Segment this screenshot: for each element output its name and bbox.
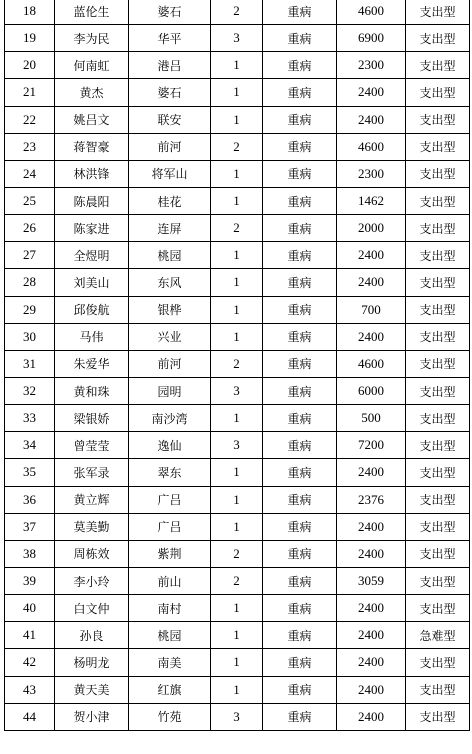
cell-category: 急难型: [406, 622, 470, 649]
cell-name: 刘美山: [55, 269, 129, 296]
cell-village: 联安: [129, 106, 211, 133]
table-row: [5, 649, 470, 676]
table-row: [5, 622, 470, 649]
cell-household-count: 2: [211, 215, 263, 242]
cell-category: 支出型: [406, 269, 470, 296]
cell-type: 重病: [263, 405, 337, 432]
cell-name: 张军录: [55, 459, 129, 486]
cell-category: 支出型: [406, 567, 470, 594]
cell-category: 支出型: [406, 296, 470, 323]
table-row: [5, 242, 470, 269]
cell-seq: 40: [5, 595, 55, 622]
cell-category: 支出型: [406, 350, 470, 377]
cell-village: 银桦: [129, 296, 211, 323]
table-row: [5, 703, 470, 730]
cell-amount: 6900: [337, 25, 406, 52]
cell-amount: 6000: [337, 377, 406, 404]
cell-seq: 21: [5, 79, 55, 106]
table-row: [5, 269, 470, 296]
cell-type: 重病: [263, 703, 337, 730]
cell-household-count: 1: [211, 79, 263, 106]
table-row: [5, 0, 470, 25]
cell-amount: 2400: [337, 323, 406, 350]
table-row: [5, 323, 470, 350]
cell-seq: 44: [5, 703, 55, 730]
cell-seq: 31: [5, 350, 55, 377]
cell-seq: 29: [5, 296, 55, 323]
cell-type: 重病: [263, 0, 337, 25]
cell-type: 重病: [263, 160, 337, 187]
cell-amount: 2400: [337, 622, 406, 649]
cell-category: 支出型: [406, 459, 470, 486]
cell-amount: 2400: [337, 79, 406, 106]
cell-household-count: 1: [211, 296, 263, 323]
cell-name: 何南虹: [55, 52, 129, 79]
cell-name: 马伟: [55, 323, 129, 350]
cell-household-count: 2: [211, 350, 263, 377]
cell-category: 支出型: [406, 187, 470, 214]
table-row: [5, 160, 470, 187]
cell-household-count: 1: [211, 405, 263, 432]
cell-name: 陈家进: [55, 215, 129, 242]
cell-type: 重病: [263, 79, 337, 106]
cell-type: 重病: [263, 432, 337, 459]
cell-household-count: 1: [211, 269, 263, 296]
table-row: [5, 215, 470, 242]
cell-seq: 30: [5, 323, 55, 350]
cell-type: 重病: [263, 350, 337, 377]
cell-household-count: 1: [211, 676, 263, 703]
cell-village: 紫荆: [129, 540, 211, 567]
cell-seq: 22: [5, 106, 55, 133]
cell-type: 重病: [263, 486, 337, 513]
table-row: [5, 296, 470, 323]
cell-village: 前河: [129, 350, 211, 377]
cell-village: 东风: [129, 269, 211, 296]
cell-name: 林洪锋: [55, 160, 129, 187]
cell-household-count: 3: [211, 703, 263, 730]
cell-name: 陈晨阳: [55, 187, 129, 214]
cell-type: 重病: [263, 595, 337, 622]
cell-seq: 20: [5, 52, 55, 79]
cell-household-count: 3: [211, 25, 263, 52]
cell-amount: 2400: [337, 649, 406, 676]
cell-household-count: 3: [211, 377, 263, 404]
cell-household-count: 1: [211, 160, 263, 187]
cell-category: 支出型: [406, 377, 470, 404]
cell-village: 南美: [129, 649, 211, 676]
cell-village: 桂花: [129, 187, 211, 214]
cell-village: 前河: [129, 133, 211, 160]
cell-household-count: 1: [211, 187, 263, 214]
cell-name: 李为民: [55, 25, 129, 52]
cell-category: 支出型: [406, 0, 470, 25]
cell-amount: 2000: [337, 215, 406, 242]
cell-type: 重病: [263, 187, 337, 214]
cell-seq: 27: [5, 242, 55, 269]
cell-category: 支出型: [406, 106, 470, 133]
cell-village: 兴业: [129, 323, 211, 350]
cell-amount: 2300: [337, 160, 406, 187]
cell-household-count: 2: [211, 0, 263, 25]
cell-seq: 23: [5, 133, 55, 160]
cell-name: 蒋智豪: [55, 133, 129, 160]
cell-type: 重病: [263, 377, 337, 404]
cell-seq: 32: [5, 377, 55, 404]
cell-seq: 18: [5, 0, 55, 25]
table-row: [5, 133, 470, 160]
cell-name: 黄杰: [55, 79, 129, 106]
cell-amount: 500: [337, 405, 406, 432]
cell-name: 全煜明: [55, 242, 129, 269]
cell-amount: 7200: [337, 432, 406, 459]
cell-village: 南沙湾: [129, 405, 211, 432]
cell-household-count: 1: [211, 106, 263, 133]
cell-village: 前山: [129, 567, 211, 594]
cell-amount: 4600: [337, 133, 406, 160]
cell-category: 支出型: [406, 160, 470, 187]
table-row: [5, 350, 470, 377]
cell-amount: 2376: [337, 486, 406, 513]
cell-household-count: 1: [211, 649, 263, 676]
cell-seq: 43: [5, 676, 55, 703]
table-row: [5, 513, 470, 540]
cell-seq: 41: [5, 622, 55, 649]
cell-seq: 34: [5, 432, 55, 459]
cell-household-count: 1: [211, 459, 263, 486]
cell-name: 贺小津: [55, 703, 129, 730]
cell-category: 支出型: [406, 540, 470, 567]
table-body: [5, 0, 470, 730]
cell-category: 支出型: [406, 649, 470, 676]
cell-village: 南村: [129, 595, 211, 622]
cell-amount: 2400: [337, 513, 406, 540]
cell-type: 重病: [263, 540, 337, 567]
cell-village: 桃园: [129, 622, 211, 649]
cell-village: 广吕: [129, 513, 211, 540]
cell-household-count: 1: [211, 52, 263, 79]
cell-village: 港吕: [129, 52, 211, 79]
cell-category: 支出型: [406, 25, 470, 52]
cell-household-count: 1: [211, 486, 263, 513]
cell-household-count: 1: [211, 513, 263, 540]
cell-village: 红旗: [129, 676, 211, 703]
cell-type: 重病: [263, 296, 337, 323]
cell-amount: 2400: [337, 269, 406, 296]
cell-category: 支出型: [406, 676, 470, 703]
cell-village: 翠东: [129, 459, 211, 486]
cell-village: 桃园: [129, 242, 211, 269]
cell-category: 支出型: [406, 595, 470, 622]
cell-village: 园明: [129, 377, 211, 404]
cell-household-count: 1: [211, 242, 263, 269]
cell-village: 逸仙: [129, 432, 211, 459]
cell-category: 支出型: [406, 486, 470, 513]
cell-category: 支出型: [406, 242, 470, 269]
cell-type: 重病: [263, 25, 337, 52]
cell-name: 黄立辉: [55, 486, 129, 513]
cell-name: 黄天美: [55, 676, 129, 703]
cell-amount: 2400: [337, 595, 406, 622]
cell-category: 支出型: [406, 432, 470, 459]
cell-name: 曾莹莹: [55, 432, 129, 459]
cell-type: 重病: [263, 215, 337, 242]
cell-name: 姚吕文: [55, 106, 129, 133]
cell-name: 黄和珠: [55, 377, 129, 404]
cell-name: 莫美勤: [55, 513, 129, 540]
cell-type: 重病: [263, 242, 337, 269]
cell-name: 蓝伦生: [55, 0, 129, 25]
table-row: [5, 405, 470, 432]
cell-village: 婆石: [129, 79, 211, 106]
cell-category: 支出型: [406, 133, 470, 160]
table-row: [5, 567, 470, 594]
cell-amount: 2400: [337, 703, 406, 730]
cell-type: 重病: [263, 649, 337, 676]
cell-seq: 39: [5, 567, 55, 594]
table-row: [5, 540, 470, 567]
cell-name: 朱爱华: [55, 350, 129, 377]
cell-amount: 4600: [337, 350, 406, 377]
cell-name: 邱俊航: [55, 296, 129, 323]
cell-household-count: 1: [211, 595, 263, 622]
table-row: [5, 377, 470, 404]
table-row: [5, 676, 470, 703]
cell-village: 连屏: [129, 215, 211, 242]
cell-amount: 4600: [337, 0, 406, 25]
cell-seq: 37: [5, 513, 55, 540]
cell-category: 支出型: [406, 513, 470, 540]
table-row: [5, 459, 470, 486]
cell-household-count: 1: [211, 622, 263, 649]
cell-type: 重病: [263, 513, 337, 540]
cell-type: 重病: [263, 106, 337, 133]
cell-seq: 42: [5, 649, 55, 676]
cell-household-count: 3: [211, 432, 263, 459]
table-row: [5, 595, 470, 622]
table-row: [5, 25, 470, 52]
cell-seq: 36: [5, 486, 55, 513]
cell-name: 周栋效: [55, 540, 129, 567]
cell-seq: 26: [5, 215, 55, 242]
cell-seq: 38: [5, 540, 55, 567]
cell-village: 华平: [129, 25, 211, 52]
cell-type: 重病: [263, 269, 337, 296]
table-row: [5, 106, 470, 133]
cell-amount: 1462: [337, 187, 406, 214]
cell-name: 孙良: [55, 622, 129, 649]
table-row: [5, 52, 470, 79]
cell-seq: 33: [5, 405, 55, 432]
assistance-table: [4, 0, 470, 731]
cell-type: 重病: [263, 52, 337, 79]
cell-amount: 2400: [337, 540, 406, 567]
cell-household-count: 1: [211, 323, 263, 350]
cell-seq: 35: [5, 459, 55, 486]
table-row: [5, 79, 470, 106]
cell-type: 重病: [263, 622, 337, 649]
cell-amount: 2400: [337, 106, 406, 133]
cell-household-count: 2: [211, 540, 263, 567]
cell-household-count: 2: [211, 133, 263, 160]
cell-name: 梁银娇: [55, 405, 129, 432]
cell-household-count: 2: [211, 567, 263, 594]
table-row: [5, 187, 470, 214]
cell-type: 重病: [263, 676, 337, 703]
cell-type: 重病: [263, 133, 337, 160]
cell-amount: 2400: [337, 459, 406, 486]
cell-amount: 3059: [337, 567, 406, 594]
cell-seq: 25: [5, 187, 55, 214]
cell-category: 支出型: [406, 405, 470, 432]
cell-seq: 28: [5, 269, 55, 296]
cell-type: 重病: [263, 459, 337, 486]
cell-category: 支出型: [406, 79, 470, 106]
cell-seq: 24: [5, 160, 55, 187]
cell-village: 广吕: [129, 486, 211, 513]
cell-type: 重病: [263, 323, 337, 350]
cell-name: 李小玲: [55, 567, 129, 594]
cell-name: 杨明龙: [55, 649, 129, 676]
cell-type: 重病: [263, 567, 337, 594]
cell-seq: 19: [5, 25, 55, 52]
cell-village: 将军山: [129, 160, 211, 187]
cell-amount: 2400: [337, 242, 406, 269]
cell-amount: 2400: [337, 676, 406, 703]
cell-category: 支出型: [406, 52, 470, 79]
table-row: [5, 486, 470, 513]
cell-category: 支出型: [406, 215, 470, 242]
cell-category: 支出型: [406, 703, 470, 730]
cell-village: 竹苑: [129, 703, 211, 730]
cell-amount: 700: [337, 296, 406, 323]
cell-village: 婆石: [129, 0, 211, 25]
cell-category: 支出型: [406, 323, 470, 350]
table-row: [5, 432, 470, 459]
cell-name: 白文仲: [55, 595, 129, 622]
cell-amount: 2300: [337, 52, 406, 79]
